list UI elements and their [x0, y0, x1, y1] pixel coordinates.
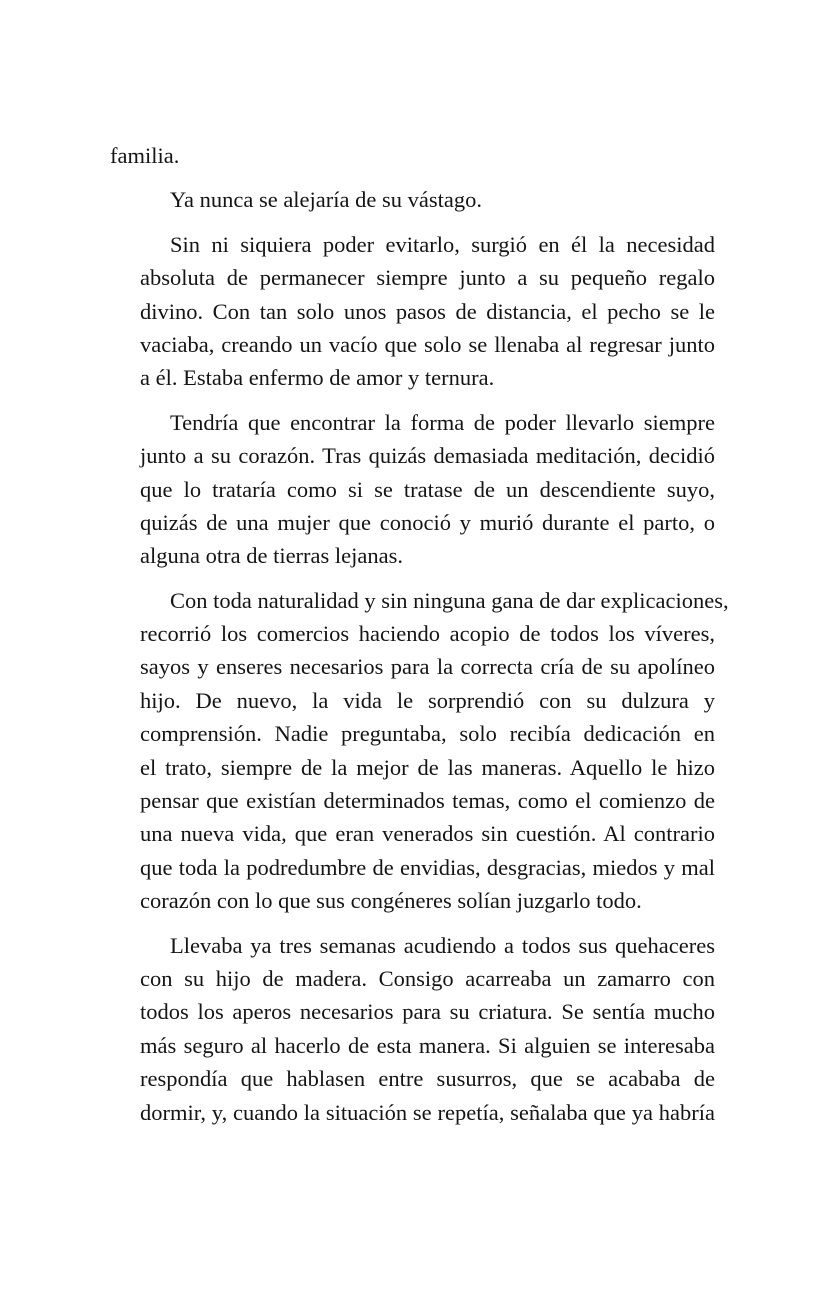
paragraph: [110, 406, 715, 573]
text-line: a él. Estaba enfermo de amor y ternura.: [140, 365, 495, 391]
text-line: Tendría que encontrar la forma de poder llevarlo siempre: [170, 409, 715, 435]
text-line: familia.: [110, 143, 180, 168]
paragraph: [110, 584, 729, 918]
text-line: alguna otra de tierras lejanas.: [140, 543, 404, 569]
document-page: [110, 139, 729, 1140]
text-line: más seguro al hacerlo de esta manera. Si alguien se interesaba: [140, 1032, 715, 1058]
text-line: comprensión. Nadie preguntaba, solo recibía dedicación en: [140, 721, 715, 747]
text-line: quizás de una mujer que conoció y murió durante el parto, o: [140, 509, 715, 535]
text-line: pensar que existían determinados temas, como el comienzo de: [140, 788, 715, 814]
text-line: absoluta de permanecer siempre junto a su pequeño regalo: [140, 265, 715, 291]
text-line: todos los aperos necesarios para su criatura. Se sentía mucho: [140, 999, 715, 1025]
text-line: dormir, y, cuando la situación se repetía, señalaba que ya habría: [140, 1099, 715, 1125]
text-line: vaciaba, creando un vacío que solo se llenaba al regresar junto: [140, 331, 715, 357]
text-line: recorrió los comercios haciendo acopio de todos los víveres,: [140, 621, 715, 647]
text-line: corazón con lo que sus congéneres solían juzgarlo todo.: [140, 888, 642, 914]
text-line: una nueva vida, que eran venerados sin cuestión. Al contrario: [140, 821, 715, 847]
text-line: que toda la podredumbre de envidias, desgracias, miedos y mal: [140, 854, 715, 880]
text-line: que lo trataría como si se tratase de un descendiente suyo,: [140, 476, 715, 502]
text-line: Sin ni siquiera poder evitarlo, surgió en él la necesidad: [170, 231, 715, 257]
text-line: el trato, siempre de la mejor de las maneras. Aquello le hizo: [140, 754, 715, 780]
text-line: respondía que hablasen entre susurros, que se acababa de: [140, 1066, 715, 1092]
text-line: con su hijo de madera. Consigo acarreaba un zamarro con: [140, 965, 715, 991]
paragraph: [110, 228, 715, 395]
paragraph: [110, 183, 715, 216]
text-line: Llevaba ya tres semanas acudiendo a todos sus quehaceres: [170, 932, 715, 958]
text-line: divino. Con tan solo unos pasos de distancia, el pecho se le: [140, 298, 715, 324]
text-line: junto a su corazón. Tras quizás demasiada meditación, decidió: [140, 443, 715, 469]
text-line: Ya nunca se alejaría de su vástago.: [170, 187, 482, 213]
text-line: hijo. De nuevo, la vida le sorprendió con su dulzura y: [140, 687, 715, 713]
text-line: Con toda naturalidad y sin ninguna gana de dar explicaciones,: [170, 587, 729, 613]
paragraph: [110, 139, 715, 172]
text-line: sayos y enseres necesarios para la correcta cría de su apolíneo: [140, 654, 715, 680]
paragraph: [110, 929, 715, 1129]
